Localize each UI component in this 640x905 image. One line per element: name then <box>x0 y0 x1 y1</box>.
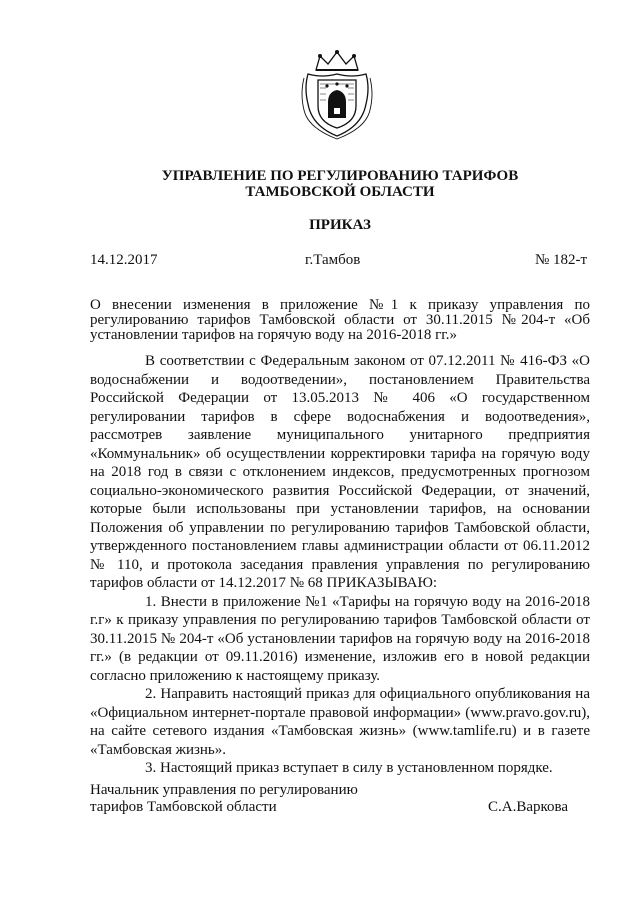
signature-position-line2: тарифов Тамбовской области <box>90 799 277 815</box>
body-item-2: 2. Направить настоящий приказ для официального опубликования на «Официальном интернет-портале правовой информации» (www.pravo.gov.ru), на сайте сетевого издания «Тамбовская жизнь» (www.tamlife.ru) и в газете «Тамбовская жизнь». <box>90 686 590 758</box>
signature-position-line1: Начальник управления по регулированию <box>90 782 358 798</box>
coat-of-arms-icon <box>298 48 376 140</box>
body-item-3: 3. Настоящий приказ вступает в силу в установленном порядке. <box>145 760 553 776</box>
organization-name-line1: УПРАВЛЕНИЕ ПО РЕГУЛИРОВАНИЮ ТАРИФОВ <box>161 168 519 184</box>
body-item-1: 1. Внести в приложение №1 «Тарифы на горячую воду на 2016-2018 г.г» к приказу управления по регулированию тарифов Тамбовской области от 30.11.2015 № 204-т «Об установлении тарифов на горячую воду на 2016-2018 гг.» (в редакции от 09.11.2016) изменение, изложив его в новой редакции согласно приложению к настоящему приказу. <box>90 593 590 684</box>
body-preamble: В соответствии с Федеральным законом от 07.12.2011 № 416-ФЗ «О водоснабжении и водоотведении», постановлением Правительства Российской Федерации от 13.05.2013 № 406 «О государственном регулировании тарифов в сфере водоснабжения и водоотведения», рассмотрев заявление муниципального унитарного предприятия «Коммунальник» об осуществлении корректировки тарифа на горячую воду на 2018 год в связи с отклонением индексов, предусмотренных прогнозом социально-экономического развития Российской Федерации, от значений, которые были использованы при установлении тарифов, на основании Положения об управлении по регулированию тарифов Тамбовской области, утвержденного постановлением главы администрации области от 06.11.2012 № 110, и протокола заседания правления управления по регулированию тарифов области от 14.12.2017 № 68 ПРИКАЗЫВАЮ: <box>90 353 590 591</box>
document-city: г.Тамбов <box>305 252 361 268</box>
document-number: № 182-т <box>535 252 588 268</box>
document-type: ПРИКАЗ <box>309 217 371 233</box>
document-date: 14.12.2017 <box>90 252 158 268</box>
document-body <box>90 352 590 778</box>
document-subject: О внесении изменения в приложение №1 к приказу управления по регулированию тарифов Тамбовской области от 30.11.2015 №204-т «Об установлении тарифов на горячую воду на 2016-2018 гг.» <box>90 297 590 343</box>
signature-name: С.А.Варкова <box>488 799 569 815</box>
organization-name-line2: ТАМБОВСКОЙ ОБЛАСТИ <box>245 184 435 200</box>
